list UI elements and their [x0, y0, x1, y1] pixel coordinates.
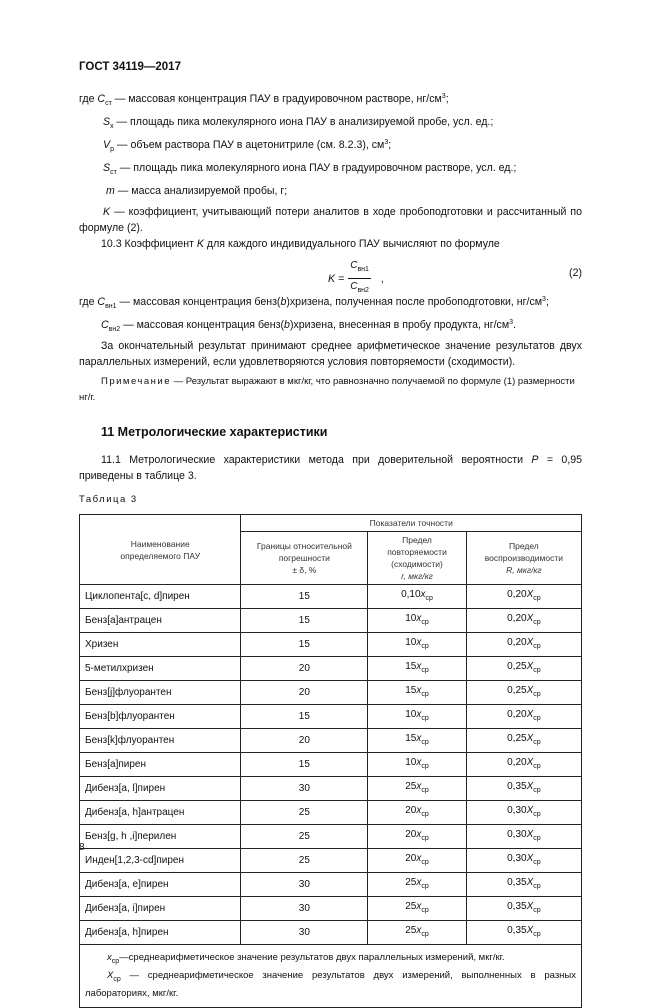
- reproducibility-value: $0,20X_{ср}$: [466, 585, 581, 609]
- repeatability-value: $0,10x_{ср}$: [368, 585, 467, 609]
- table-caption: Таблица 3: [79, 494, 138, 505]
- header-reproducibility: Предел воспроизводимости R, мкг/кг: [466, 532, 581, 585]
- table-footnote: $x_{ср}—среднеарифметическое$ значение результатов двух параллельных измерений, мкг/кг. $X_{ср}$ — среднеарифметическое значение результатов двух измерений, выполненных в разных лабораториях, мкг/кг.: [80, 945, 582, 1008]
- delta-value: 25: [241, 825, 368, 849]
- formula-2: K = $C_{вн1}$ $C_{вн2}$ , (2): [328, 260, 582, 294]
- table-row: [80, 729, 582, 753]
- repeatability-value: $10x_{ср}$: [368, 753, 467, 777]
- definition-line: m — масса анализируемой пробы, г;: [106, 185, 288, 197]
- table-row: [80, 801, 582, 825]
- compound-name: Инден[1,2,3-cd]пирен: [80, 849, 241, 873]
- compound-name: Бенз[a]пирен: [80, 753, 241, 777]
- definition-line: $V_р$ — объем раствора ПАУ в ацетонитриле (см. 8.2.3), $см^3$;: [103, 139, 392, 153]
- repeatability-value: $20x_{ср}$: [368, 849, 467, 873]
- reproducibility-value: $0,25X_{ср}$: [466, 681, 581, 705]
- compound-name: Бенз[b]флуорантен: [80, 705, 241, 729]
- table-row: [80, 825, 582, 849]
- header-delta: Границы относительной погрешности ± δ, %: [241, 532, 368, 585]
- repeatability-value: $15x_{ср}$: [368, 681, 467, 705]
- reproducibility-value: $0,20X_{ср}$: [466, 705, 581, 729]
- repeatability-value: $25x_{ср}$: [368, 921, 467, 945]
- repeatability-value: $25x_{ср}$: [368, 777, 467, 801]
- delta-value: 30: [241, 921, 368, 945]
- delta-value: 15: [241, 753, 368, 777]
- paragraph-10-3: 10.3 Коэффициент K для каждого индивидуального ПАУ вычисляют по формуле: [101, 238, 500, 250]
- delta-value: 25: [241, 801, 368, 825]
- delta-value: 15: [241, 585, 368, 609]
- compound-name: Бенз[k]флуорантен: [80, 729, 241, 753]
- variable-definitions: [79, 89, 582, 204]
- accuracy-table: [79, 514, 582, 1008]
- reproducibility-value: $0,25X_{ср}$: [466, 729, 581, 753]
- compound-name: Дибенз[a, e]пирен: [80, 873, 241, 897]
- compound-name: Дибенз[a, h]пирен: [80, 921, 241, 945]
- definition-k: K — коэффициент, учитывающий потери аналитов в ходе пробоподготовки и рассчитанный по формуле (2).: [79, 206, 582, 234]
- compound-name: Дибенз[a, h]антрацен: [80, 801, 241, 825]
- definition-line: $C_{вн2}$ — массовая концентрация бенз(b)хризена, внесенная в пробу продукта, $нг/см^3$.: [101, 319, 516, 333]
- delta-value: 30: [241, 897, 368, 921]
- definition-line: где $C_{вн1}$ — массовая концентрация бенз(b)хризена, полученная после пробоподготовки, $нг/см^3$;: [79, 296, 549, 310]
- reproducibility-value: $0,20X_{ср}$: [466, 609, 581, 633]
- reproducibility-value: $0,30X_{ср}$: [466, 801, 581, 825]
- table-row: [80, 921, 582, 945]
- table-row: [80, 609, 582, 633]
- repeatability-value: $15x_{ср}$: [368, 729, 467, 753]
- header-accuracy: Показатели точности: [241, 515, 582, 532]
- reproducibility-value: $0,35X_{ср}$: [466, 897, 581, 921]
- section-heading: 11 Метрологические характеристики: [101, 425, 328, 439]
- compound-name: Бенз[j]флуорантен: [80, 681, 241, 705]
- compound-name: 5-метилхризен: [80, 657, 241, 681]
- reproducibility-value: $0,35X_{ср}$: [466, 777, 581, 801]
- reproducibility-value: $0,35X_{ср}$: [466, 873, 581, 897]
- reproducibility-value: $0,20X_{ср}$: [466, 753, 581, 777]
- table-row: [80, 897, 582, 921]
- table-row: [80, 777, 582, 801]
- table-row: [80, 849, 582, 873]
- repeatability-value: $10x_{ср}$: [368, 705, 467, 729]
- table-row: [80, 633, 582, 657]
- page-body: [79, 89, 582, 1008]
- note: Примечание — Результат выражают в мкг/кг, что равнозначно получаемой по формуле (1) размерности нг/г.: [79, 376, 575, 403]
- definition-line: где $C_{ст}$ — массовая концентрация ПАУ в градуировочном растворе, $нг/см^3$;: [79, 93, 449, 107]
- reproducibility-value: $0,30X_{ср}$: [466, 849, 581, 873]
- definition-line: $S_х$ — площадь пика молекулярного иона ПАУ в анализируемой пробе, усл. ед.;: [103, 116, 494, 130]
- page-number: 8: [79, 842, 85, 853]
- delta-value: 20: [241, 681, 368, 705]
- delta-value: 15: [241, 609, 368, 633]
- delta-value: 15: [241, 633, 368, 657]
- table-row: [80, 585, 582, 609]
- repeatability-value: $15x_{ср}$: [368, 657, 467, 681]
- header-name: Наименование определяемого ПАУ: [80, 515, 241, 585]
- compound-name: Бенз[a]антрацен: [80, 609, 241, 633]
- repeatability-value: $20x_{ср}$: [368, 825, 467, 849]
- compound-name: Дибенз[a, i]пирен: [80, 897, 241, 921]
- reproducibility-value: $0,35X_{ср}$: [466, 921, 581, 945]
- repeatability-value: $25x_{ср}$: [368, 873, 467, 897]
- table-row: [80, 657, 582, 681]
- reproducibility-value: $0,25X_{ср}$: [466, 657, 581, 681]
- reproducibility-value: $0,30X_{ср}$: [466, 825, 581, 849]
- formula-number: (2): [569, 267, 582, 279]
- standard-header: ГОСТ 34119—2017: [79, 61, 181, 73]
- repeatability-value: $25x_{ср}$: [368, 897, 467, 921]
- compound-name: Хризен: [80, 633, 241, 657]
- compound-name: Бенз[g, h ,i]перилен: [80, 825, 241, 849]
- paragraph-11-1: 11.1 Метрологические характеристики метода при доверительной вероятности P = 0,95 приведены в таблице 3.: [79, 454, 582, 482]
- definition-line: $S_{ст}$ — площадь пика молекулярного иона ПАУ в градуировочном растворе, усл. ед.;: [103, 162, 517, 176]
- reproducibility-value: $0,20X_{ср}$: [466, 633, 581, 657]
- delta-value: 15: [241, 705, 368, 729]
- table-row: [80, 681, 582, 705]
- table-row: [80, 873, 582, 897]
- delta-value: 25: [241, 849, 368, 873]
- table-row: [80, 753, 582, 777]
- final-result-paragraph: За окончательный результат принимают среднее арифметическое значение результатов двух параллельных измерений, если удовлетворяются условия повторяемости (сходимости).: [79, 340, 582, 368]
- delta-value: 20: [241, 657, 368, 681]
- delta-value: 20: [241, 729, 368, 753]
- compound-name: Циклопента[c, d]пирен: [80, 585, 241, 609]
- repeatability-value: $20x_{ср}$: [368, 801, 467, 825]
- compound-name: Дибенз[a, l]пирен: [80, 777, 241, 801]
- delta-value: 30: [241, 777, 368, 801]
- repeatability-value: $10x_{ср}$: [368, 633, 467, 657]
- delta-value: 30: [241, 873, 368, 897]
- header-repeatability: Предел повторяемости (сходимости) r, мкг/кг: [368, 532, 467, 585]
- table-row: [80, 705, 582, 729]
- repeatability-value: $10x_{ср}$: [368, 609, 467, 633]
